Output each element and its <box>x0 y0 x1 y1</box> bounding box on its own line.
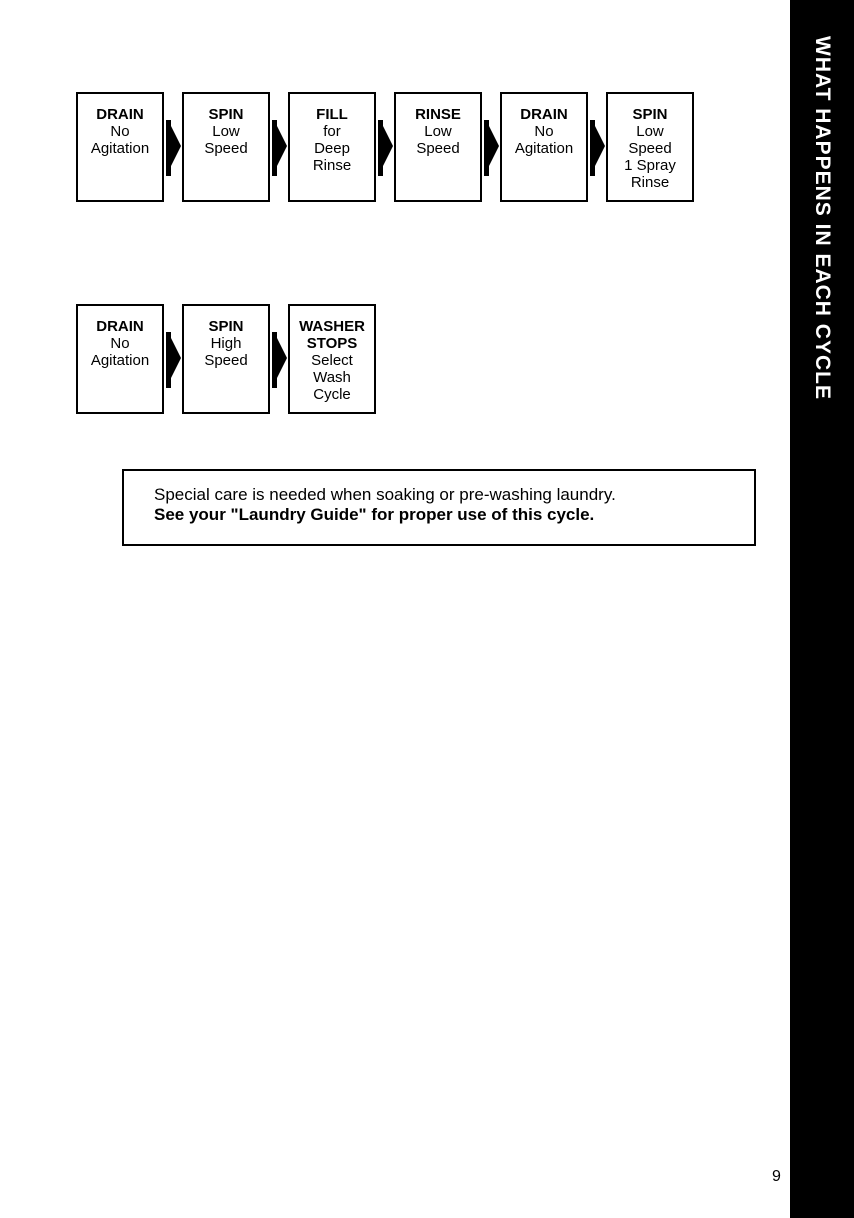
page-number: 9 <box>772 1168 781 1185</box>
arrow-right-icon <box>164 92 182 202</box>
arrow-right-icon <box>270 92 288 202</box>
arrow-right-icon <box>482 92 500 202</box>
note-line-2: See your "Laundry Guide" for proper use of this cycle. <box>154 505 595 524</box>
arrow-right-icon <box>270 304 288 414</box>
step-drain: DRAIN No Agitation <box>500 92 588 202</box>
cycle-flow-row-1 <box>76 92 694 202</box>
arrow-right-icon <box>164 304 182 414</box>
step-spin: SPIN Low Speed 1 Spray Rinse <box>606 92 694 202</box>
step-drain: DRAIN No Agitation <box>76 304 164 414</box>
step-spin: SPIN High Speed <box>182 304 270 414</box>
note-line-1: Special care is needed when soaking or pre-washing laundry. <box>154 485 616 504</box>
special-care-note <box>122 469 756 546</box>
step-fill: FILL for Deep Rinse <box>288 92 376 202</box>
arrow-right-icon <box>376 92 394 202</box>
step-washer-stops: WASHER STOPS Select Wash Cycle <box>288 304 376 414</box>
step-drain: DRAIN No Agitation <box>76 92 164 202</box>
section-title: WHAT HAPPENS IN EACH CYCLE <box>811 36 834 400</box>
cycle-flow-row-2 <box>76 304 376 414</box>
step-rinse: RINSE Low Speed <box>394 92 482 202</box>
arrow-right-icon <box>588 92 606 202</box>
step-spin: SPIN Low Speed <box>182 92 270 202</box>
